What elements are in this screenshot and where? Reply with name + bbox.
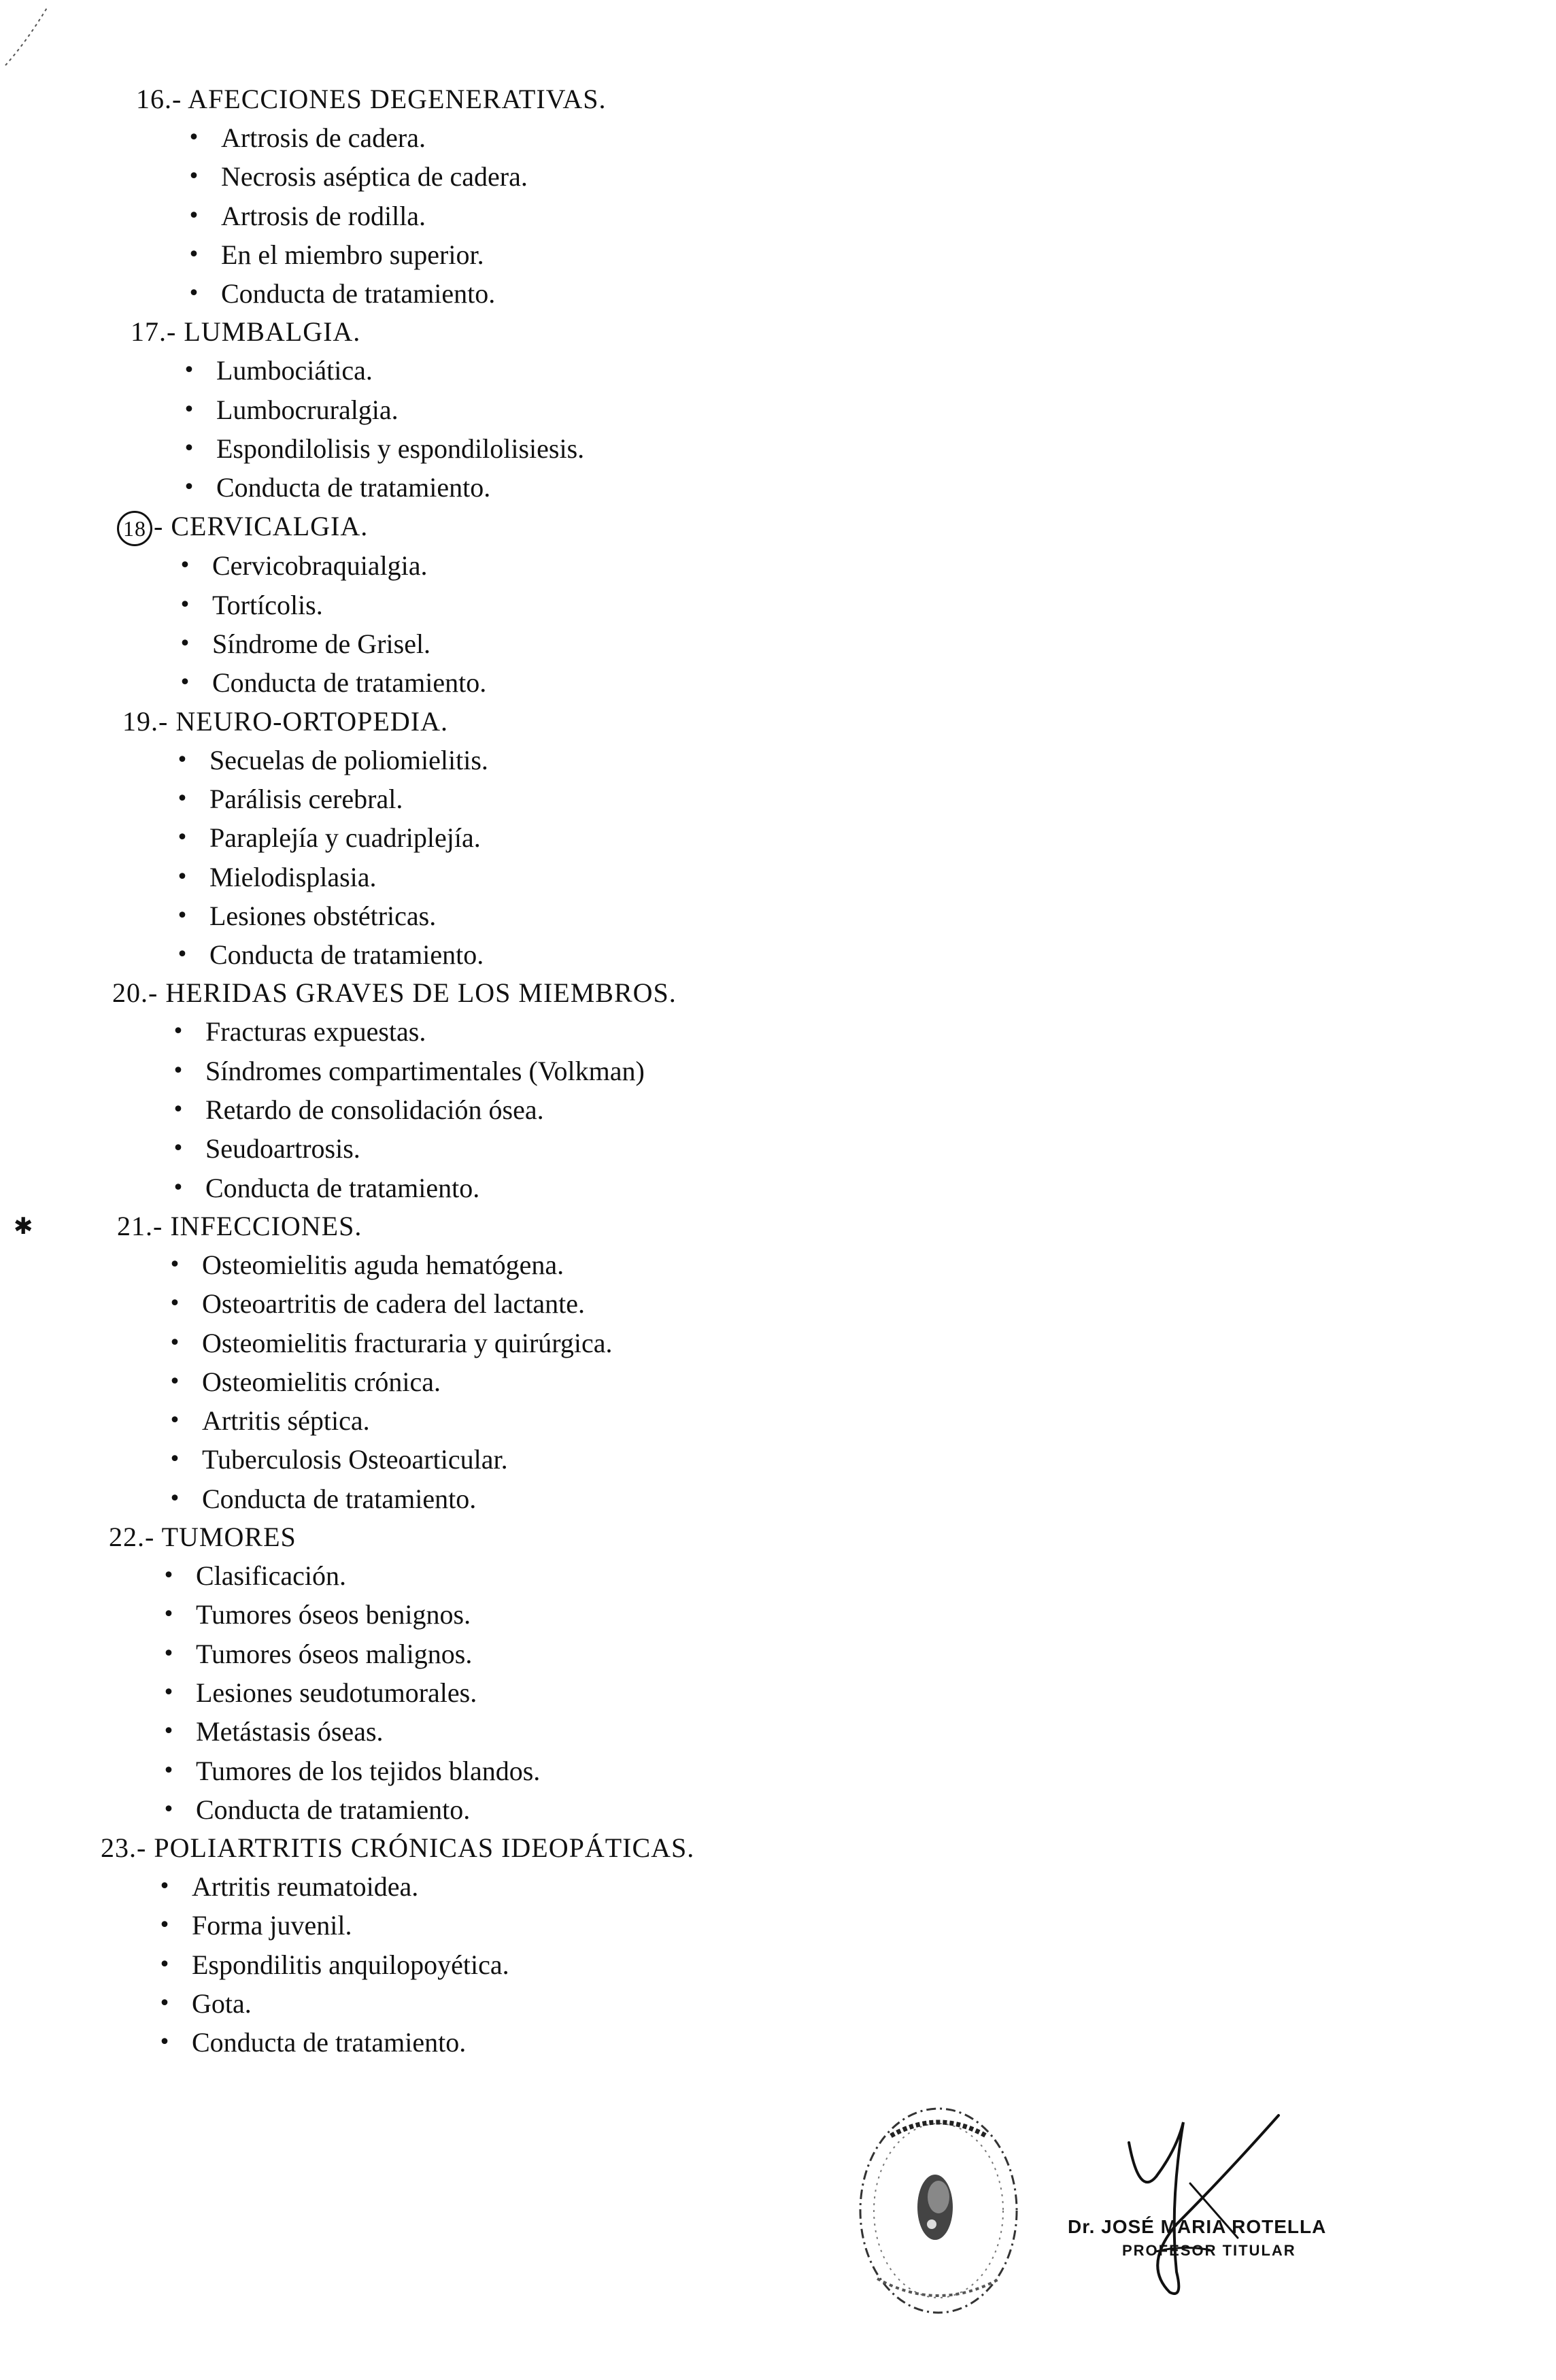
section-separator: - [172, 84, 188, 114]
list-item: • Artritis séptica. [202, 1401, 1347, 1440]
bullet-icon: • [176, 826, 188, 850]
bullet-icon: • [179, 554, 191, 578]
section-items [172, 1012, 1347, 1207]
list-item: • Osteomielitis aguda hematógena. [202, 1245, 1347, 1284]
section-heading [14, 1207, 1347, 1245]
section-separator: - [145, 1522, 162, 1553]
section-heading [136, 80, 1347, 118]
official-stamp-icon [850, 2095, 1034, 2326]
bullet-icon: • [188, 203, 200, 228]
list-item: • Retardo de consolidación ósea. [205, 1090, 1347, 1129]
list-item: • Forma juvenil. [192, 1906, 1347, 1945]
list-item: • Clasificación. [196, 1556, 1347, 1595]
bullet-icon: • [176, 748, 188, 772]
section-items [158, 1867, 1347, 2062]
bullet-icon: • [169, 1447, 181, 1472]
bullet-icon: • [158, 1991, 171, 2015]
list-item: • Parálisis cerebral. [209, 780, 1347, 818]
bullet-icon: • [169, 1252, 181, 1277]
handwritten-signature-icon [1075, 2095, 1306, 2326]
list-item: • Conducta de tratamiento. [212, 663, 1347, 702]
bullet-icon: • [169, 1409, 181, 1433]
bullet-icon: • [183, 475, 195, 500]
section-16 [54, 80, 1347, 313]
bullet-icon: • [179, 632, 191, 656]
bullet-icon: • [188, 165, 200, 189]
list-item: • Conducta de tratamiento. [209, 935, 1347, 974]
section-17 [54, 313, 1347, 507]
section-items [179, 546, 1347, 702]
list-item: • Osteomielitis crónica. [202, 1362, 1347, 1401]
bullet-icon: • [163, 1603, 175, 1627]
bullet-icon: • [172, 1058, 184, 1083]
list-item: • Tuberculosis Osteoarticular. [202, 1440, 1347, 1479]
bullet-icon: • [169, 1330, 181, 1355]
bullet-icon: • [179, 592, 191, 617]
star-margin-icon: ✱ [14, 1212, 34, 1240]
list-item: • Conducta de tratamiento. [216, 468, 1347, 507]
bullet-icon: • [176, 865, 188, 889]
signature-block [850, 2095, 1462, 2353]
section-23 [54, 1829, 1347, 2062]
list-item: • Tumores óseos malignos. [196, 1635, 1347, 1673]
bullet-icon: • [176, 903, 188, 928]
list-item: • En el miembro superior. [221, 235, 1347, 274]
list-item: • Espondilolisis y espondilolisiesis. [216, 429, 1347, 468]
bullet-icon: • [176, 943, 188, 967]
section-items [169, 1245, 1347, 1518]
section-22 [54, 1518, 1347, 1829]
section-number: 20. [112, 977, 148, 1009]
list-item: • Paraplejía y cuadriplejía. [209, 818, 1347, 857]
bullet-icon: • [183, 397, 195, 422]
list-item: • Artrosis de cadera. [221, 118, 1347, 157]
list-item: • Síndromes compartimentales (Volkman) [205, 1052, 1347, 1090]
list-item: • Artritis reumatoidea. [192, 1867, 1347, 1906]
section-separator: - [153, 1210, 171, 1241]
bullet-icon: • [158, 1952, 171, 1977]
list-item: • Tortícolis. [212, 586, 1347, 624]
section-separator: - [137, 1832, 154, 1864]
list-item: • Osteomielitis fracturaria y quirúrgica. [202, 1324, 1347, 1362]
list-item: • Conducta de tratamiento. [192, 2023, 1347, 2062]
section-number: 23. [101, 1832, 137, 1864]
bullet-icon: • [163, 1758, 175, 1783]
signature-name: Dr. JOSÉ MARIA ROTELLA [1068, 2216, 1327, 2237]
list-item: • Lesiones seudotumorales. [196, 1673, 1347, 1712]
list-item: • Mielodisplasia. [209, 858, 1347, 896]
section-number: 17. [131, 316, 167, 348]
section-title: INFECCIONES. [170, 1210, 362, 1241]
bullet-icon: • [169, 1292, 181, 1316]
list-item: • Secuelas de poliomielitis. [209, 741, 1347, 780]
section-title: CERVICALGIA. [171, 510, 369, 541]
bullet-icon: • [183, 358, 195, 383]
section-number: 16. [136, 84, 172, 114]
section-19 [54, 703, 1347, 975]
list-item: • Conducta de tratamiento. [205, 1169, 1347, 1207]
bullet-icon: • [163, 1564, 175, 1588]
section-title: POLIARTRITIS CRÓNICAS IDEOPÁTICAS. [154, 1832, 695, 1864]
signature-title: PROFESOR TITULAR [1122, 2242, 1296, 2259]
list-item: • Tumores de los tejidos blandos. [196, 1752, 1347, 1790]
list-item: • Osteoartritis de cadera del lactante. [202, 1284, 1347, 1323]
section-18 [54, 507, 1347, 703]
section-separator: - [158, 705, 176, 737]
bullet-icon: • [179, 671, 191, 695]
bullet-icon: • [188, 282, 200, 306]
list-item: • Síndrome de Grisel. [212, 624, 1347, 663]
section-heading [117, 507, 1347, 547]
section-title: NEURO-ORTOPEDIA. [175, 705, 448, 737]
bullet-icon: • [172, 1137, 184, 1161]
section-separator: - [167, 316, 184, 348]
section-separator: - [154, 510, 171, 541]
list-item: • Espondilitis anquilopoyética. [192, 1945, 1347, 1984]
section-items [183, 351, 1347, 507]
bullet-icon: • [183, 437, 195, 461]
section-items [163, 1556, 1347, 1829]
section-heading [122, 703, 1347, 741]
list-item: • Seudoartrosis. [205, 1129, 1347, 1168]
list-item: • Conducta de tratamiento. [202, 1479, 1347, 1518]
bullet-icon: • [188, 242, 200, 267]
section-items [176, 741, 1347, 975]
bullet-icon: • [172, 1098, 184, 1122]
section-title: HERIDAS GRAVES DE LOS MIEMBROS. [165, 977, 677, 1009]
list-item: • Cervicobraquialgia. [212, 546, 1347, 585]
section-number: 22. [109, 1522, 145, 1553]
bullet-icon: • [172, 1020, 184, 1044]
section-number: 21. [117, 1210, 153, 1241]
section-heading [109, 1518, 1347, 1556]
list-item: • Conducta de tratamiento. [196, 1790, 1347, 1829]
section-separator: - [148, 977, 166, 1009]
bullet-icon: • [169, 1486, 181, 1511]
section-heading [131, 313, 1347, 351]
list-item: • Gota. [192, 1984, 1347, 2023]
list-item: • Metástasis óseas. [196, 1712, 1347, 1751]
bullet-icon: • [172, 1175, 184, 1200]
bullet-icon: • [163, 1680, 175, 1705]
bullet-icon: • [163, 1797, 175, 1822]
section-title: LUMBALGIA. [184, 316, 361, 348]
section-heading [112, 974, 1347, 1012]
section-20 [54, 974, 1347, 1207]
list-item: • Necrosis aséptica de cadera. [221, 157, 1347, 196]
list-item: • Lumbociática. [216, 351, 1347, 390]
bullet-icon: • [188, 126, 200, 150]
circled-number: 18 [117, 511, 152, 546]
section-21 [14, 1207, 1347, 1518]
section-number: 19. [122, 705, 158, 737]
section-items [188, 118, 1347, 313]
list-item: • Fracturas expuestas. [205, 1012, 1347, 1051]
bullet-icon: • [158, 2030, 171, 2055]
list-item: • Lumbocruralgia. [216, 390, 1347, 429]
bullet-icon: • [163, 1720, 175, 1744]
list-item: • Artrosis de rodilla. [221, 197, 1347, 235]
list-item: • Lesiones obstétricas. [209, 896, 1347, 935]
section-title: TUMORES [161, 1522, 297, 1553]
bullet-icon: • [158, 1875, 171, 1899]
bullet-icon: • [163, 1641, 175, 1666]
section-title: AFECCIONES DEGENERATIVAS. [188, 84, 607, 114]
list-item: • Tumores óseos benignos. [196, 1595, 1347, 1634]
section-heading [101, 1829, 1347, 1867]
bullet-icon: • [176, 786, 188, 811]
bullet-icon: • [158, 1913, 171, 1938]
syllabus-list [14, 80, 1347, 2062]
bullet-icon: • [169, 1369, 181, 1394]
list-item: • Conducta de tratamiento. [221, 274, 1347, 313]
